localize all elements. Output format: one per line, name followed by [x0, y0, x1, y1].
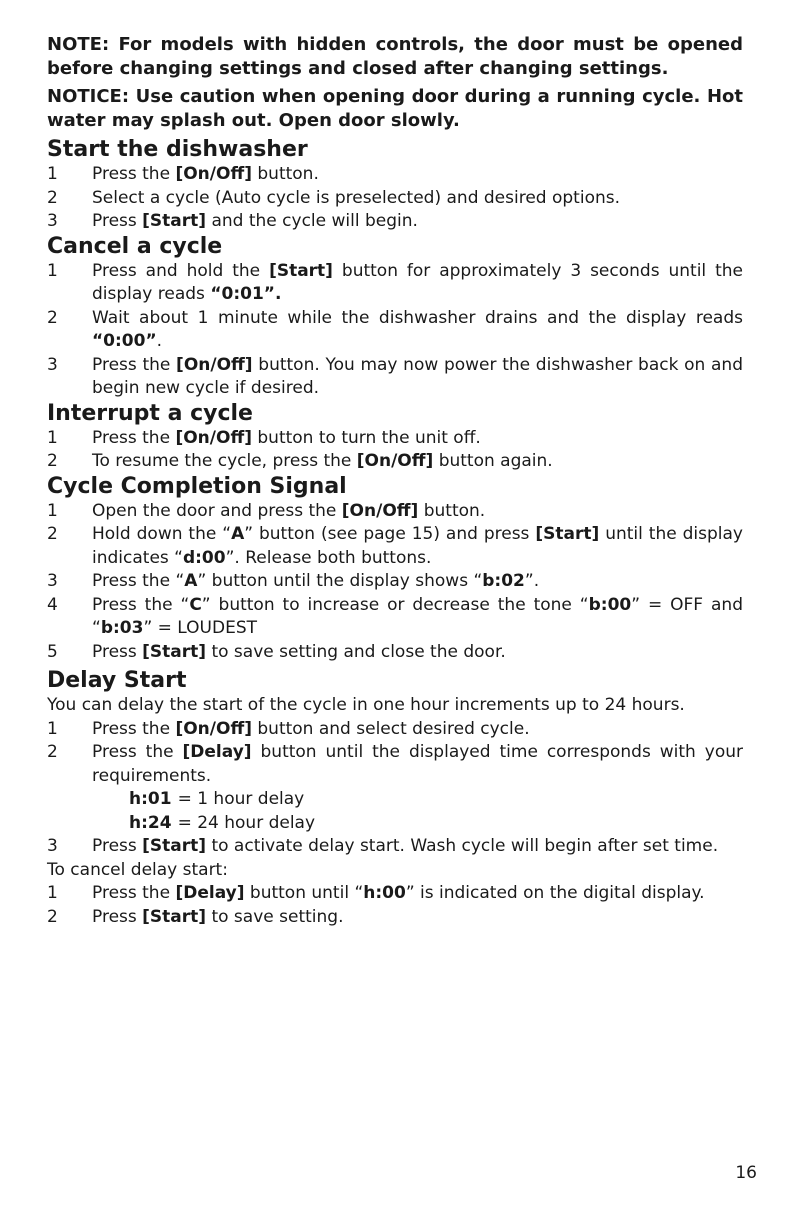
list-item: 3 Press [Start] to activate delay start. Wash cycle will begin after set time.	[47, 836, 719, 856]
manual-page	[47, 33, 743, 929]
list-item: 2 Select a cycle (Auto cycle is preselected) and desired options.	[47, 187, 621, 208]
delay-example: h:01 = 1 hour delay	[129, 789, 305, 809]
list-item: 1 Press the [On/Off] button.	[47, 164, 319, 184]
list-item: 2 To resume the cycle, press the [On/Off] button again.	[47, 451, 553, 471]
notice-hot-water: NOTICE: Use caution when opening door during a running cycle. Hot water may splash out. Open door slowly.	[47, 86, 743, 131]
heading-delay: Delay Start	[47, 668, 187, 693]
delay-intro: You can delay the start of the cycle in one hour increments up to 24 hours.	[47, 695, 685, 715]
page-number: 16	[735, 1163, 757, 1183]
heading-start: Start the dishwasher	[47, 137, 308, 162]
list-item: 1 Press the [On/Off] button to turn the unit off.	[47, 427, 481, 448]
list-item: 1 Press the [Delay] button until “h:00” is indicated on the digital display.	[47, 883, 705, 903]
heading-interrupt: Interrupt a cycle	[47, 400, 253, 426]
list-item: 3 Press [Start] and the cycle will begin.	[47, 211, 418, 231]
list-item: 2 Press [Start] to save setting.	[47, 906, 344, 927]
note-hidden-controls: NOTE: For models with hidden controls, the door must be opened before changing settings and closed after changing settings.	[47, 34, 743, 79]
list-item: 1 Press and hold the [Start] button for approximately 3 seconds until the display reads “0:01”.	[47, 260, 743, 304]
heading-signal: Cycle Completion Signal	[47, 473, 347, 499]
delay-example: h:24 = 24 hour delay	[129, 812, 316, 833]
list-item: 4 Press the “C” button to increase or decrease the tone “b:00” = OFF and “b:03” = LOUDEST	[47, 594, 743, 638]
list-item: 2 Hold down the “A” button (see page 15) and press [Start] until the display indicates “d:00”. Release both buttons.	[47, 524, 743, 568]
heading-cancel: Cancel a cycle	[47, 233, 223, 259]
list-item: 2 Press the [Delay] button until the displayed time corresponds with your requirements.	[47, 742, 743, 786]
list-item: 1 Press the [On/Off] button and select desired cycle.	[47, 718, 530, 739]
cancel-delay-intro: To cancel delay start:	[47, 859, 228, 880]
list-item: 2 Wait about 1 minute while the dishwasher drains and the display reads “0:00”.	[47, 307, 743, 351]
list-item: 3 Press the “A” button until the display shows “b:02”.	[47, 571, 540, 591]
list-item: 5 Press [Start] to save setting and close the door.	[47, 641, 506, 662]
list-item: 1 Open the door and press the [On/Off] button.	[47, 500, 486, 521]
list-item: 3 Press the [On/Off] button. You may now power the dishwasher back on and begin new cycle if desired.	[47, 354, 744, 398]
